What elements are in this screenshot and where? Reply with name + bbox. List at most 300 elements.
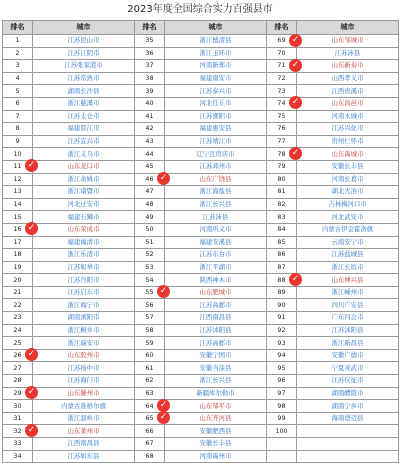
city-cell: [159, 399, 267, 413]
checkmark-icon: ✓: [289, 34, 302, 47]
rank-header: 排名: [267, 21, 297, 35]
rank-value: 32: [13, 426, 22, 435]
city-name: 江苏丹阳市: [67, 275, 100, 284]
city-cell: [165, 85, 267, 98]
rank-cell: [3, 249, 33, 262]
rank-value: 53: [145, 262, 154, 271]
ranking-table: [2, 20, 399, 463]
rank-cell: [3, 97, 33, 110]
table-row: [3, 324, 399, 337]
rank-cell: [3, 299, 33, 312]
table-row: [3, 387, 399, 400]
city-cell: [297, 198, 399, 211]
rank-cell: [267, 324, 297, 337]
city-cell: [27, 424, 135, 438]
rank-cell: [3, 286, 33, 299]
city-name: 浙江桐乡市: [67, 325, 100, 334]
city-name: 江苏东台市: [199, 250, 232, 259]
checkmark-icon: ✓: [25, 159, 38, 172]
city-name: 江苏启东市: [67, 288, 100, 297]
rank-cell: [135, 47, 165, 60]
rank-value: 22: [13, 300, 22, 309]
city-cell: [297, 186, 399, 199]
city-name: 河南禹州市: [199, 451, 232, 460]
rank-value: 70: [277, 48, 286, 57]
rank-cell: [267, 261, 297, 274]
city-cell: [165, 438, 267, 451]
rank-cell: [3, 198, 33, 211]
rank-value: 28: [13, 376, 22, 385]
checkmark-icon: ✓: [157, 399, 170, 412]
table-row: [3, 123, 399, 136]
rank-value: 94: [277, 351, 286, 360]
city-cell: [33, 312, 135, 325]
city-cell: [165, 362, 267, 375]
city-cell: [291, 273, 399, 287]
rank-cell: [3, 110, 33, 123]
table-row: [3, 97, 399, 110]
rank-value: 61: [145, 363, 154, 372]
rank-value: 8: [15, 124, 20, 133]
city-name: 浙江温岭市: [67, 414, 100, 423]
city-cell: [159, 412, 267, 425]
rank-cell: [267, 312, 297, 325]
city-cell: [297, 349, 399, 362]
rank-value: 56: [145, 300, 154, 309]
rank-value: 13: [13, 187, 22, 196]
rank-value: 46: [145, 174, 154, 183]
city-name: 浙江余姚市: [67, 174, 100, 183]
city-cell: [165, 375, 267, 388]
rank-cell: [267, 299, 297, 312]
rank-value: 82: [277, 200, 286, 209]
city-cell: [27, 160, 135, 173]
city-cell: [33, 299, 135, 312]
city-cell: [165, 123, 267, 136]
city-cell: [297, 312, 399, 325]
rank-value: 9: [15, 137, 20, 146]
rank-value: 24: [13, 325, 22, 334]
rank-cell: [267, 160, 297, 173]
city-cell: [159, 286, 267, 299]
rank-cell: [135, 261, 165, 274]
city-cell: [33, 198, 135, 211]
city-cell: [33, 211, 135, 224]
rank-cell: [3, 72, 33, 85]
rank-cell: [135, 186, 165, 199]
city-name: 湖南长沙县: [67, 86, 100, 95]
rank-value: 1: [15, 36, 20, 45]
city-cell: [297, 450, 399, 463]
rank-value: 39: [145, 86, 154, 95]
rank-value: 5: [15, 86, 20, 95]
rank-value: 16: [13, 225, 22, 234]
city-name: 江苏扬中市: [67, 363, 100, 372]
table-row: [3, 173, 399, 186]
rank-value: 10: [13, 149, 22, 158]
table-row: [3, 450, 399, 463]
city-name: 辽宁瓦房店市: [196, 149, 235, 158]
rank-value: 40: [145, 99, 154, 108]
city-name: 河南长葛市: [331, 174, 364, 183]
city-cell: [165, 261, 267, 274]
city-cell: [297, 438, 399, 451]
rank-cell: [135, 438, 165, 451]
city-name: 江西南昌县: [67, 439, 100, 448]
city-name: 河南巩义市: [199, 225, 232, 234]
rank-cell: [135, 97, 165, 110]
rank-value: 38: [145, 74, 154, 83]
rank-value: 4: [15, 74, 20, 83]
city-name: 山东广饶县: [199, 174, 232, 183]
rank-cell: [135, 387, 165, 400]
table-row: [3, 375, 399, 388]
rank-cell: [135, 249, 165, 262]
city-cell: [297, 286, 399, 299]
rank-cell: [267, 249, 297, 262]
rank-value: 73: [277, 86, 286, 95]
rank-cell: [267, 387, 297, 400]
city-cell: [297, 135, 399, 148]
rank-cell: [3, 337, 33, 350]
rank-value: 52: [145, 250, 154, 259]
city-name: 江苏如东县: [67, 451, 100, 460]
city-cell: [297, 412, 399, 425]
city-cell: [33, 135, 135, 148]
city-name: 山东胶州市: [67, 351, 100, 360]
rank-cell: [3, 35, 33, 48]
rank-cell: [3, 173, 33, 186]
rank-value: 18: [13, 250, 22, 259]
city-name: 新疆库尔勒市: [196, 388, 235, 397]
city-cell: [297, 236, 399, 249]
rank-value: 17: [13, 237, 22, 246]
rank-value: 59: [145, 338, 154, 347]
rank-value: 26: [13, 351, 22, 360]
rank-cell: [3, 324, 33, 337]
city-name: 江西南昌县: [199, 313, 232, 322]
rank-cell: [135, 135, 165, 148]
city-name: 山东新泰市: [331, 61, 364, 70]
city-cell: [165, 223, 267, 236]
table-row: [3, 198, 399, 211]
city-cell: [165, 337, 267, 350]
city-header: 城市: [33, 21, 135, 35]
checkmark-icon: ✓: [157, 172, 170, 185]
city-name: 山东昌邑市: [331, 99, 364, 108]
city-name: 四川广安县: [331, 300, 364, 309]
city-name: 河北迁安市: [67, 200, 100, 209]
city-cell: [33, 148, 135, 161]
rank-value: 89: [277, 288, 286, 297]
rank-cell: [135, 148, 165, 161]
checkmark-icon: ✓: [289, 273, 302, 286]
city-name: 浙江嵊州市: [331, 288, 364, 297]
city-name: 浙江诸暨市: [67, 187, 100, 196]
table-row: [3, 211, 399, 224]
city-cell: [165, 236, 267, 249]
city-name: 山东龙口市: [67, 162, 100, 171]
city-cell: [165, 211, 267, 224]
city-name: 江西贵溪市: [331, 86, 364, 95]
city-cell: [165, 450, 267, 463]
rank-cell: [267, 400, 297, 413]
city-cell: [165, 35, 267, 48]
city-name: 福建安溪县: [199, 237, 232, 246]
city-cell: [33, 375, 135, 388]
table-row: [3, 412, 399, 425]
rank-value: 71: [277, 61, 286, 70]
rank-cell: [267, 186, 297, 199]
rank-value: 93: [277, 338, 286, 347]
table-row: [3, 135, 399, 148]
rank-cell: [267, 211, 297, 224]
city-name: 江苏沭阳县: [331, 325, 364, 334]
city-name: 浙江慈溪市: [67, 99, 100, 108]
rank-value: 81: [277, 187, 286, 196]
city-name: 浙江海宁市: [67, 300, 100, 309]
city-name: 江苏如皋市: [67, 262, 100, 271]
city-name: 安徽肥西县: [199, 426, 232, 435]
city-name: 陕西神木市: [199, 275, 232, 284]
rank-value: 42: [145, 124, 154, 133]
city-cell: [291, 34, 399, 48]
rank-value: 69: [277, 36, 286, 45]
city-cell: [165, 425, 267, 438]
city-cell: [165, 60, 267, 73]
city-cell: [33, 85, 135, 98]
city-name: 江苏江阴市: [67, 48, 100, 57]
rank-value: 88: [277, 275, 286, 284]
city-name: 福建福清市: [67, 237, 100, 246]
city-name: 浙江新昌县: [331, 338, 364, 347]
city-name: 江苏泰兴市: [199, 86, 232, 95]
city-name: 浙江瑞安市: [67, 338, 100, 347]
city-cell: [297, 249, 399, 262]
city-cell: [33, 362, 135, 375]
rank-cell: [267, 412, 297, 425]
rank-cell: [267, 110, 297, 123]
rank-value: 74: [277, 99, 286, 108]
city-cell: [297, 72, 399, 85]
city-name: 宁夏灵武市: [331, 363, 364, 372]
rank-value: 29: [13, 388, 22, 397]
table-row: [3, 236, 399, 249]
city-cell: [33, 438, 135, 451]
city-name: 浙江乐清市: [67, 250, 100, 259]
city-name: 浙江义乌市: [67, 149, 100, 158]
city-name: 江苏太仓市: [67, 111, 100, 120]
city-cell: [33, 236, 135, 249]
city-cell: [297, 211, 399, 224]
rank-cell: [267, 123, 297, 136]
rank-cell: [3, 412, 33, 425]
rank-value: 27: [13, 363, 22, 372]
rank-value: 48: [145, 200, 154, 209]
rank-cell: [3, 236, 33, 249]
city-header: 城市: [297, 21, 399, 35]
city-cell: [165, 198, 267, 211]
rank-value: 37: [145, 61, 154, 70]
checkmark-icon: ✓: [25, 424, 38, 437]
city-name: 山东邹城市: [331, 36, 364, 45]
city-name: 浙江平湖市: [199, 262, 232, 271]
rank-cell: [267, 236, 297, 249]
city-cell: [165, 324, 267, 337]
rank-value: 31: [13, 414, 22, 423]
rank-value: 64: [145, 401, 154, 410]
rank-value: 78: [277, 149, 286, 158]
city-cell: [33, 97, 135, 110]
rank-value: 76: [277, 124, 286, 133]
city-name: 福建晋江市: [67, 124, 100, 133]
rank-cell: [3, 375, 33, 388]
city-cell: [33, 60, 135, 73]
rank-value: 3: [15, 61, 20, 70]
rank-cell: [3, 362, 33, 375]
city-cell: [297, 425, 399, 438]
table-row: [3, 349, 399, 362]
checkmark-icon: ✓: [289, 96, 302, 109]
city-cell: [291, 59, 399, 73]
rank-value: 72: [277, 74, 286, 83]
city-cell: [33, 261, 135, 274]
page-title: 2023年度全国综合实力百强县市: [127, 4, 273, 15]
rank-value: 23: [13, 313, 22, 322]
rank-value: 87: [277, 262, 286, 271]
city-name: 浙江长兴县: [199, 200, 232, 209]
city-cell: [165, 186, 267, 199]
checkmark-icon: ✓: [25, 348, 38, 361]
city-name: 山东邹平市: [199, 401, 232, 410]
city-cell: [297, 375, 399, 388]
rank-value: 36: [145, 48, 154, 57]
city-cell: [165, 312, 267, 325]
city-name: 河北武安市: [331, 212, 364, 221]
city-name: 山东禹城市: [331, 149, 364, 158]
city-cell: [33, 286, 135, 299]
city-name: 浙江长兴县: [199, 376, 232, 385]
city-name: 浙江海盐县: [199, 187, 232, 196]
city-name: 山东荣成市: [67, 225, 100, 234]
table-row: [3, 286, 399, 299]
city-name: 福建惠安县: [199, 124, 232, 133]
rank-cell: [3, 450, 33, 463]
city-name: 海南澄迈县: [331, 414, 364, 423]
rank-cell: [135, 324, 165, 337]
city-cell: [297, 324, 399, 337]
table-row: [3, 425, 399, 438]
city-name: 浙江德清县: [199, 36, 232, 45]
city-name: 山东滕州市: [67, 388, 100, 397]
rank-cell: [3, 186, 33, 199]
city-cell: [297, 337, 399, 350]
city-name: 福建石狮市: [67, 212, 100, 221]
rank-value: 97: [277, 388, 286, 397]
rank-value: 14: [13, 200, 22, 209]
city-cell: [165, 110, 267, 123]
rank-cell: [3, 312, 33, 325]
rank-cell: [3, 438, 33, 451]
city-name: 江苏沛县: [202, 212, 229, 221]
city-cell: [27, 387, 135, 400]
rank-value: 66: [145, 426, 154, 435]
city-cell: [297, 400, 399, 413]
rank-cell: [135, 72, 165, 85]
rank-cell: [267, 72, 297, 85]
city-name: 福建南安市: [199, 74, 232, 83]
rank-cell: [267, 362, 297, 375]
rank-value: 60: [145, 351, 154, 360]
city-cell: [33, 186, 135, 199]
city-name: 山东莱州市: [67, 426, 100, 435]
city-name: 江苏兴化市: [331, 124, 364, 133]
city-name: 山西孝义市: [331, 74, 364, 83]
rank-cell: [135, 375, 165, 388]
rank-cell: [135, 274, 165, 287]
rank-value: 33: [13, 439, 22, 448]
rank-value: 20: [13, 275, 22, 284]
rank-value: 68: [145, 451, 154, 460]
checkmark-icon: ✓: [25, 222, 38, 235]
rank-value: 34: [13, 451, 22, 460]
rank-cell: [267, 425, 297, 438]
table-row: [3, 85, 399, 98]
rank-header: 排名: [135, 21, 165, 35]
rank-value: 47: [145, 187, 154, 196]
checkmark-icon: ✓: [289, 147, 302, 160]
rank-cell: [3, 60, 33, 73]
rank-cell: [135, 349, 165, 362]
city-cell: [297, 173, 399, 186]
city-cell: [165, 387, 267, 400]
table-row: [3, 186, 399, 199]
city-cell: [33, 35, 135, 48]
checkmark-icon: ✓: [157, 411, 170, 424]
rank-cell: [135, 312, 165, 325]
rank-value: 12: [13, 174, 22, 183]
rank-header: 排名: [3, 21, 33, 35]
city-cell: [165, 160, 267, 173]
table-row: [3, 47, 399, 60]
table-row: [3, 148, 399, 161]
city-name: 山东齐河县: [199, 414, 232, 423]
table-row: [3, 362, 399, 375]
rank-cell: [135, 236, 165, 249]
rank-cell: [3, 135, 33, 148]
table-row: [3, 438, 399, 451]
rank-cell: [267, 198, 297, 211]
rank-value: 90: [277, 300, 286, 309]
city-name: 安徽宁国市: [199, 351, 232, 360]
rank-cell: [135, 425, 165, 438]
city-name: 江苏高邮市: [199, 338, 232, 347]
rank-value: 65: [145, 414, 154, 423]
rank-cell: [267, 375, 297, 388]
rank-cell: [135, 60, 165, 73]
city-cell: [297, 261, 399, 274]
city-name: 内蒙古准格尔旗: [61, 401, 106, 410]
rank-value: 98: [277, 401, 286, 410]
city-cell: [33, 47, 135, 60]
city-cell: [297, 110, 399, 123]
city-name: 湖南醴陵市: [331, 388, 364, 397]
rank-cell: [3, 47, 33, 60]
city-header: 城市: [165, 21, 267, 35]
city-cell: [291, 97, 399, 110]
table-row: [3, 249, 399, 262]
table-row: [3, 60, 399, 73]
